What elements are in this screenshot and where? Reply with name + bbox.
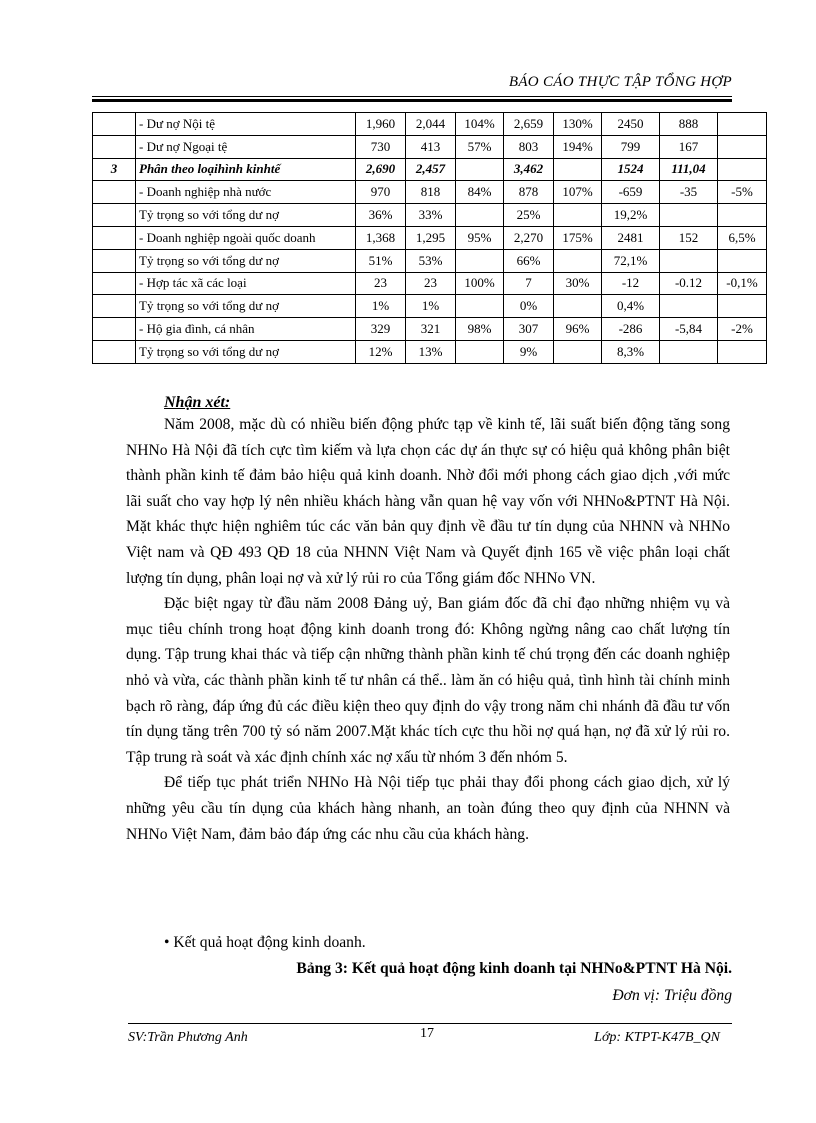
table-cell: 0,4% — [602, 295, 660, 318]
remark-body — [126, 412, 730, 847]
row-number — [93, 249, 136, 272]
bullet-icon: • — [164, 934, 170, 951]
row-label: - Hộ gia đình, cá nhân — [136, 318, 356, 341]
table-cell: -0,1% — [718, 272, 767, 295]
table-cell: 84% — [456, 181, 504, 204]
table-cell: 6,5% — [718, 226, 767, 249]
table-cell: 107% — [554, 181, 602, 204]
table-cell: 799 — [602, 135, 660, 158]
table-cell — [718, 135, 767, 158]
table-cell: -35 — [660, 181, 718, 204]
table-cell: 2,457 — [406, 158, 456, 181]
table-cell: 95% — [456, 226, 504, 249]
table-cell — [718, 340, 767, 363]
table-row — [93, 135, 767, 158]
table-cell — [554, 204, 602, 227]
table-cell — [660, 295, 718, 318]
table-row — [93, 295, 767, 318]
table-cell: 307 — [504, 318, 554, 341]
table-cell — [554, 249, 602, 272]
row-label: - Hợp tác xã các loại — [136, 272, 356, 295]
table-cell: 2450 — [602, 113, 660, 136]
row-label: Phân theo loạihình kinhtế — [136, 158, 356, 181]
table-cell: 878 — [504, 181, 554, 204]
table-row — [93, 272, 767, 295]
table-cell: 413 — [406, 135, 456, 158]
table-row — [93, 249, 767, 272]
table-cell — [718, 295, 767, 318]
table-cell: 7 — [504, 272, 554, 295]
table-cell: 321 — [406, 318, 456, 341]
page-header-title: BÁO CÁO THỰC TẬP TỔNG HỢP — [508, 74, 732, 90]
paragraph: Năm 2008, mặc dù có nhiều biến động phức tạp về kinh tế, lãi suất biến động tăng song NHNo Hà Nội đã tích cực tìm kiếm và lựa chọn các dự án thực sự có hiệu quả không phân biệt thành phần kinh tế đảm bảo hiệu quả kinh doanh. Nhờ đổi mới phong cách giao dịch ,với mức lãi suất cho vay hợp lý nên nhiều khách hàng vẫn quan hệ vay vốn với NHNo&PTNT Hà Nội. Mặt khác thực hiện nghiêm túc các văn bản quy định về đầu tư tín dụng của NHNN và NHNo Việt nam và QĐ 493 QĐ 18 của NHNN Việt Nam và Quyết định 165 về việc phân loại chất lượng tín dụng, phân loại nợ và xử lý rủi ro của Tổng giám đốc NHNo VN. — [126, 416, 730, 587]
row-number — [93, 318, 136, 341]
table-cell — [718, 113, 767, 136]
table-cell — [456, 204, 504, 227]
table-cell — [718, 204, 767, 227]
table-unit: Đơn vị: Triệu đồng — [612, 987, 732, 1004]
row-number — [93, 135, 136, 158]
table-row — [93, 318, 767, 341]
table-cell: 1% — [356, 295, 406, 318]
credit-table — [92, 112, 767, 364]
table-cell — [456, 249, 504, 272]
table-cell — [718, 158, 767, 181]
table-cell: 329 — [356, 318, 406, 341]
row-number — [93, 226, 136, 249]
table-cell: 730 — [356, 135, 406, 158]
table-cell: 104% — [456, 113, 504, 136]
table-cell: 2,659 — [504, 113, 554, 136]
row-number — [93, 113, 136, 136]
footer-class: Lớp: KTPT-K47B_QN — [594, 1030, 720, 1045]
table-cell: 96% — [554, 318, 602, 341]
table-cell: 100% — [456, 272, 504, 295]
table-cell: 33% — [406, 204, 456, 227]
header-rule — [92, 96, 732, 97]
table-cell — [718, 249, 767, 272]
row-number — [93, 295, 136, 318]
table-cell: 8,3% — [602, 340, 660, 363]
table-cell — [660, 204, 718, 227]
table-cell: 36% — [356, 204, 406, 227]
table-cell — [554, 295, 602, 318]
table-cell: 167 — [660, 135, 718, 158]
table-cell: 2,270 — [504, 226, 554, 249]
table-cell: 803 — [504, 135, 554, 158]
table-row — [93, 204, 767, 227]
row-label: Tỷ trọng so với tổng dư nợ — [136, 295, 356, 318]
row-label: Tỷ trọng so với tổng dư nợ — [136, 340, 356, 363]
table-cell: -0.12 — [660, 272, 718, 295]
row-number — [93, 181, 136, 204]
row-number — [93, 272, 136, 295]
remark-title: Nhận xét: — [164, 394, 231, 411]
table-row — [93, 113, 767, 136]
table-cell: 19,2% — [602, 204, 660, 227]
table-cell: 818 — [406, 181, 456, 204]
table-cell: 194% — [554, 135, 602, 158]
table-cell: 25% — [504, 204, 554, 227]
row-label: Tỷ trọng so với tổng dư nợ — [136, 204, 356, 227]
table-row — [93, 340, 767, 363]
table-cell: 12% — [356, 340, 406, 363]
table-row — [93, 158, 767, 181]
table-cell: -5% — [718, 181, 767, 204]
table-cell — [660, 249, 718, 272]
table-cell: 57% — [456, 135, 504, 158]
table-cell: -659 — [602, 181, 660, 204]
table-cell: 30% — [554, 272, 602, 295]
table-cell: 66% — [504, 249, 554, 272]
row-label: - Dư nợ Nội tệ — [136, 113, 356, 136]
table-cell: 130% — [554, 113, 602, 136]
row-number — [93, 204, 136, 227]
table-cell: 72,1% — [602, 249, 660, 272]
table-cell — [554, 340, 602, 363]
table-row — [93, 181, 767, 204]
table-cell — [456, 340, 504, 363]
table-cell: -12 — [602, 272, 660, 295]
table-cell — [456, 158, 504, 181]
table-cell — [660, 340, 718, 363]
table-cell: 970 — [356, 181, 406, 204]
table-cell: 2,044 — [406, 113, 456, 136]
table-cell: 1,368 — [356, 226, 406, 249]
paragraph: Đặc biệt ngay từ đầu năm 2008 Đảng uỷ, Ban giám đốc đã chỉ đạo những nhiệm vụ và mục tiêu chính trong hoạt động kinh doanh trong đó: Không ngừng nâng cao chất lượng tín dụng. Tập trung khai thác và tiếp cận những thành phần kinh tế chú trọng đến các doanh nghiệp nhỏ và vừa, các thành phần kinh tế tư nhân cá thể.. làm ăn có hiệu quả, tình hình tài chính minh bạch rõ ràng, đáp ứng đủ các điều kiện theo quy định do vậy trong năm chi nhánh đã đầu tư vốn tín dụng tăng trên 700 tỷ só năm 2007.Mặt khác tích cực thu hồi nợ quá hạn, nợ đã xử lý rủi ro. Tập trung rà soát và xác định chính xác nợ xấu từ nhóm 3 đến nhóm 5. — [126, 595, 730, 766]
table-cell: 888 — [660, 113, 718, 136]
header-rule-thick — [92, 99, 732, 102]
row-label: - Doanh nghiệp nhà nước — [136, 181, 356, 204]
table-cell: 1,960 — [356, 113, 406, 136]
table-cell: 9% — [504, 340, 554, 363]
table-cell — [554, 158, 602, 181]
table-cell: 2481 — [602, 226, 660, 249]
row-number — [93, 340, 136, 363]
row-label: - Doanh nghiệp ngoài quốc doanh — [136, 226, 356, 249]
table-cell: -2% — [718, 318, 767, 341]
bullet-item — [164, 934, 366, 952]
table-cell: -5,84 — [660, 318, 718, 341]
table-cell: 53% — [406, 249, 456, 272]
table-cell: 0% — [504, 295, 554, 318]
row-number: 3 — [93, 158, 136, 181]
page-number: 17 — [420, 1026, 434, 1041]
paragraph: Để tiếp tục phát triển NHNo Hà Nội tiếp tục phải thay đổi phong cách giao dịch, xử lý những yêu cầu tín dụng của khách hàng nhanh, an toàn đúng theo quy định của NHNN và NHNo Việt Nam, đảm bảo đáp ứng các nhu cầu của khách hàng. — [126, 774, 730, 843]
table-cell: 23 — [406, 272, 456, 295]
table-cell: 175% — [554, 226, 602, 249]
table-row — [93, 226, 767, 249]
table-cell: 2,690 — [356, 158, 406, 181]
table-cell: 1% — [406, 295, 456, 318]
table-cell: 1524 — [602, 158, 660, 181]
table-cell: 98% — [456, 318, 504, 341]
table-cell: 111,04 — [660, 158, 718, 181]
table-cell: 51% — [356, 249, 406, 272]
row-label: - Dư nợ Ngoại tệ — [136, 135, 356, 158]
table-cell: 1,295 — [406, 226, 456, 249]
table-cell: 3,462 — [504, 158, 554, 181]
row-label: Tỷ trọng so với tổng dư nợ — [136, 249, 356, 272]
footer-student: SV:Trần Phương Anh — [128, 1030, 248, 1045]
table-cell: 152 — [660, 226, 718, 249]
table-cell: 23 — [356, 272, 406, 295]
table-cell: -286 — [602, 318, 660, 341]
footer-rule — [128, 1023, 732, 1024]
bullet-text: Kết quả hoạt động kinh doanh. — [173, 934, 366, 951]
table-cell — [456, 295, 504, 318]
table-cell: 13% — [406, 340, 456, 363]
table-caption: Bảng 3: Kết quả hoạt động kinh doanh tại NHNo&PTNT Hà Nội. — [296, 960, 732, 977]
